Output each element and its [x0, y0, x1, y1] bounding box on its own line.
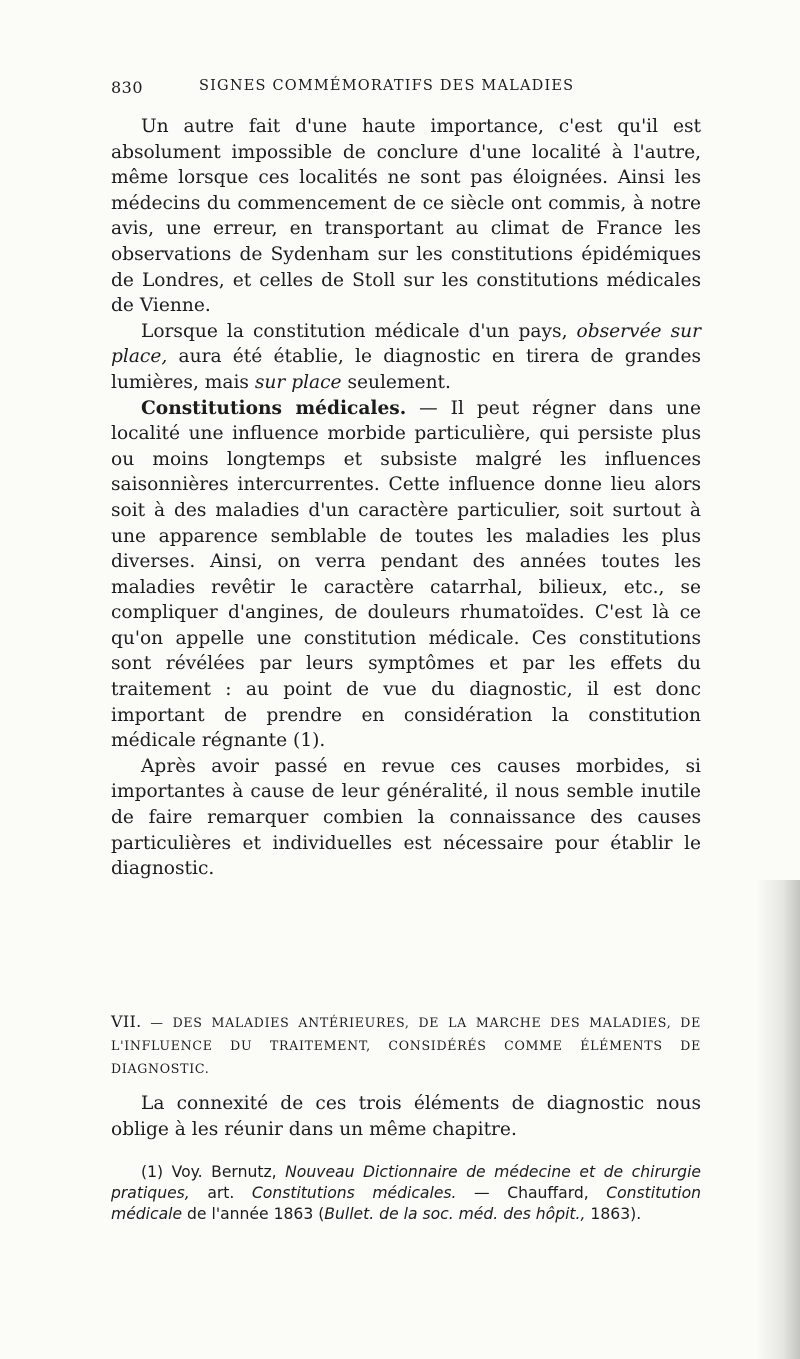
text-run: — Chauffard,	[456, 1184, 607, 1202]
text-run: 1863).	[585, 1205, 642, 1223]
section-number: VII.	[111, 1012, 142, 1031]
paragraph-sur-place	[111, 319, 701, 396]
text-run: — Il peut régner dans une localité une influence morbide particulière, qui persiste plus ou moins longtemps et subsiste malgré les influences saisonnières intercurrentes. Cette influence donne lieu alors soit à des maladies d'un caractère particulier, soit surtout à une apparence semblable de toutes les maladies les plus diverses. Ainsi, on verra pendant des années toutes les maladies revêtir le caractère catarrhal, bilieux, etc., se compliquer d'angines, de douleurs rhumatoïdes. C'est là ce qu'on appelle une constitution médicale. Ces constitutions sont révélées par leurs symptômes et par les effets du traitement : au point de vue du diagnostic, il est donc important de prendre en considération la constitution médicale régnante (1).	[111, 397, 702, 752]
text-run: art.	[189, 1184, 252, 1202]
text-run: aura été établie, le diagnostic en tirera de grandes lumières, mais	[111, 346, 701, 393]
text-run: seulement.	[341, 371, 451, 393]
italic-phrase: Bullet. de la soc. méd. des hôpit.,	[324, 1205, 586, 1223]
paragraph-causes: Après avoir passé en revue ces causes morbides, si importantes à cause de leur généralité, il nous semble inutile de faire remarquer combien la connaissance des causes particulières et individuelles est nécessaire pour établir le diagnostic.	[111, 755, 701, 880]
section-title: — DES MALADIES ANTÉRIEURES, DE LA MARCHE DES MALADIES, DE L'INFLUENCE DU TRAITEMENT, CONSIDÉRÉS COMME ÉLÉMENTS DE DIAGNOSTIC.	[111, 1015, 701, 1076]
italic-phrase: sur place	[254, 371, 342, 393]
italic-phrase: Nouveau Dictionnaire de médecine et de chirurgie pratiques,	[111, 1163, 701, 1202]
footnote	[111, 1162, 701, 1225]
text-run: Lorsque la constitution médicale d'un pays,	[141, 320, 577, 342]
running-title: SIGNES COMMÉMORATIFS DES MALADIES	[199, 78, 575, 94]
footnote-text	[111, 1162, 701, 1225]
paragraph-localities: Un autre fait d'une haute importance, c'est qu'il est absolument impossible de conclure d'une localité à l'autre, même lorsque ces localités ne sont pas éloignées. Ainsi les médecins du commencement de ce siècle ont commis, à notre avis, une erreur, en transportant au climat de France les observations de Sydenham sur les constitutions épidémiques de Londres, et celles de Stoll sur les constitutions médicales de Vienne.	[111, 116, 701, 317]
page-edge-shadow	[756, 880, 800, 1359]
text-run: (1) Voy. Bernutz,	[141, 1163, 286, 1181]
italic-phrase: Constitutions médicales.	[251, 1184, 457, 1202]
run-in-heading: Constitutions médicales.	[141, 397, 407, 419]
italic-phrase: Constitution médicale	[111, 1184, 702, 1223]
page-number: 830	[111, 78, 144, 97]
paragraph-connexite: La connexité de ces trois éléments de diagnostic nous oblige à les réunir dans un même chapitre.	[111, 1093, 701, 1140]
main-text	[111, 114, 701, 882]
text-run: de l'année 1863 (	[182, 1205, 325, 1223]
paragraph-constitutions	[111, 396, 701, 754]
section-intro	[111, 1091, 701, 1142]
section-heading	[111, 1010, 701, 1080]
italic-phrase: observée sur place,	[111, 320, 701, 368]
